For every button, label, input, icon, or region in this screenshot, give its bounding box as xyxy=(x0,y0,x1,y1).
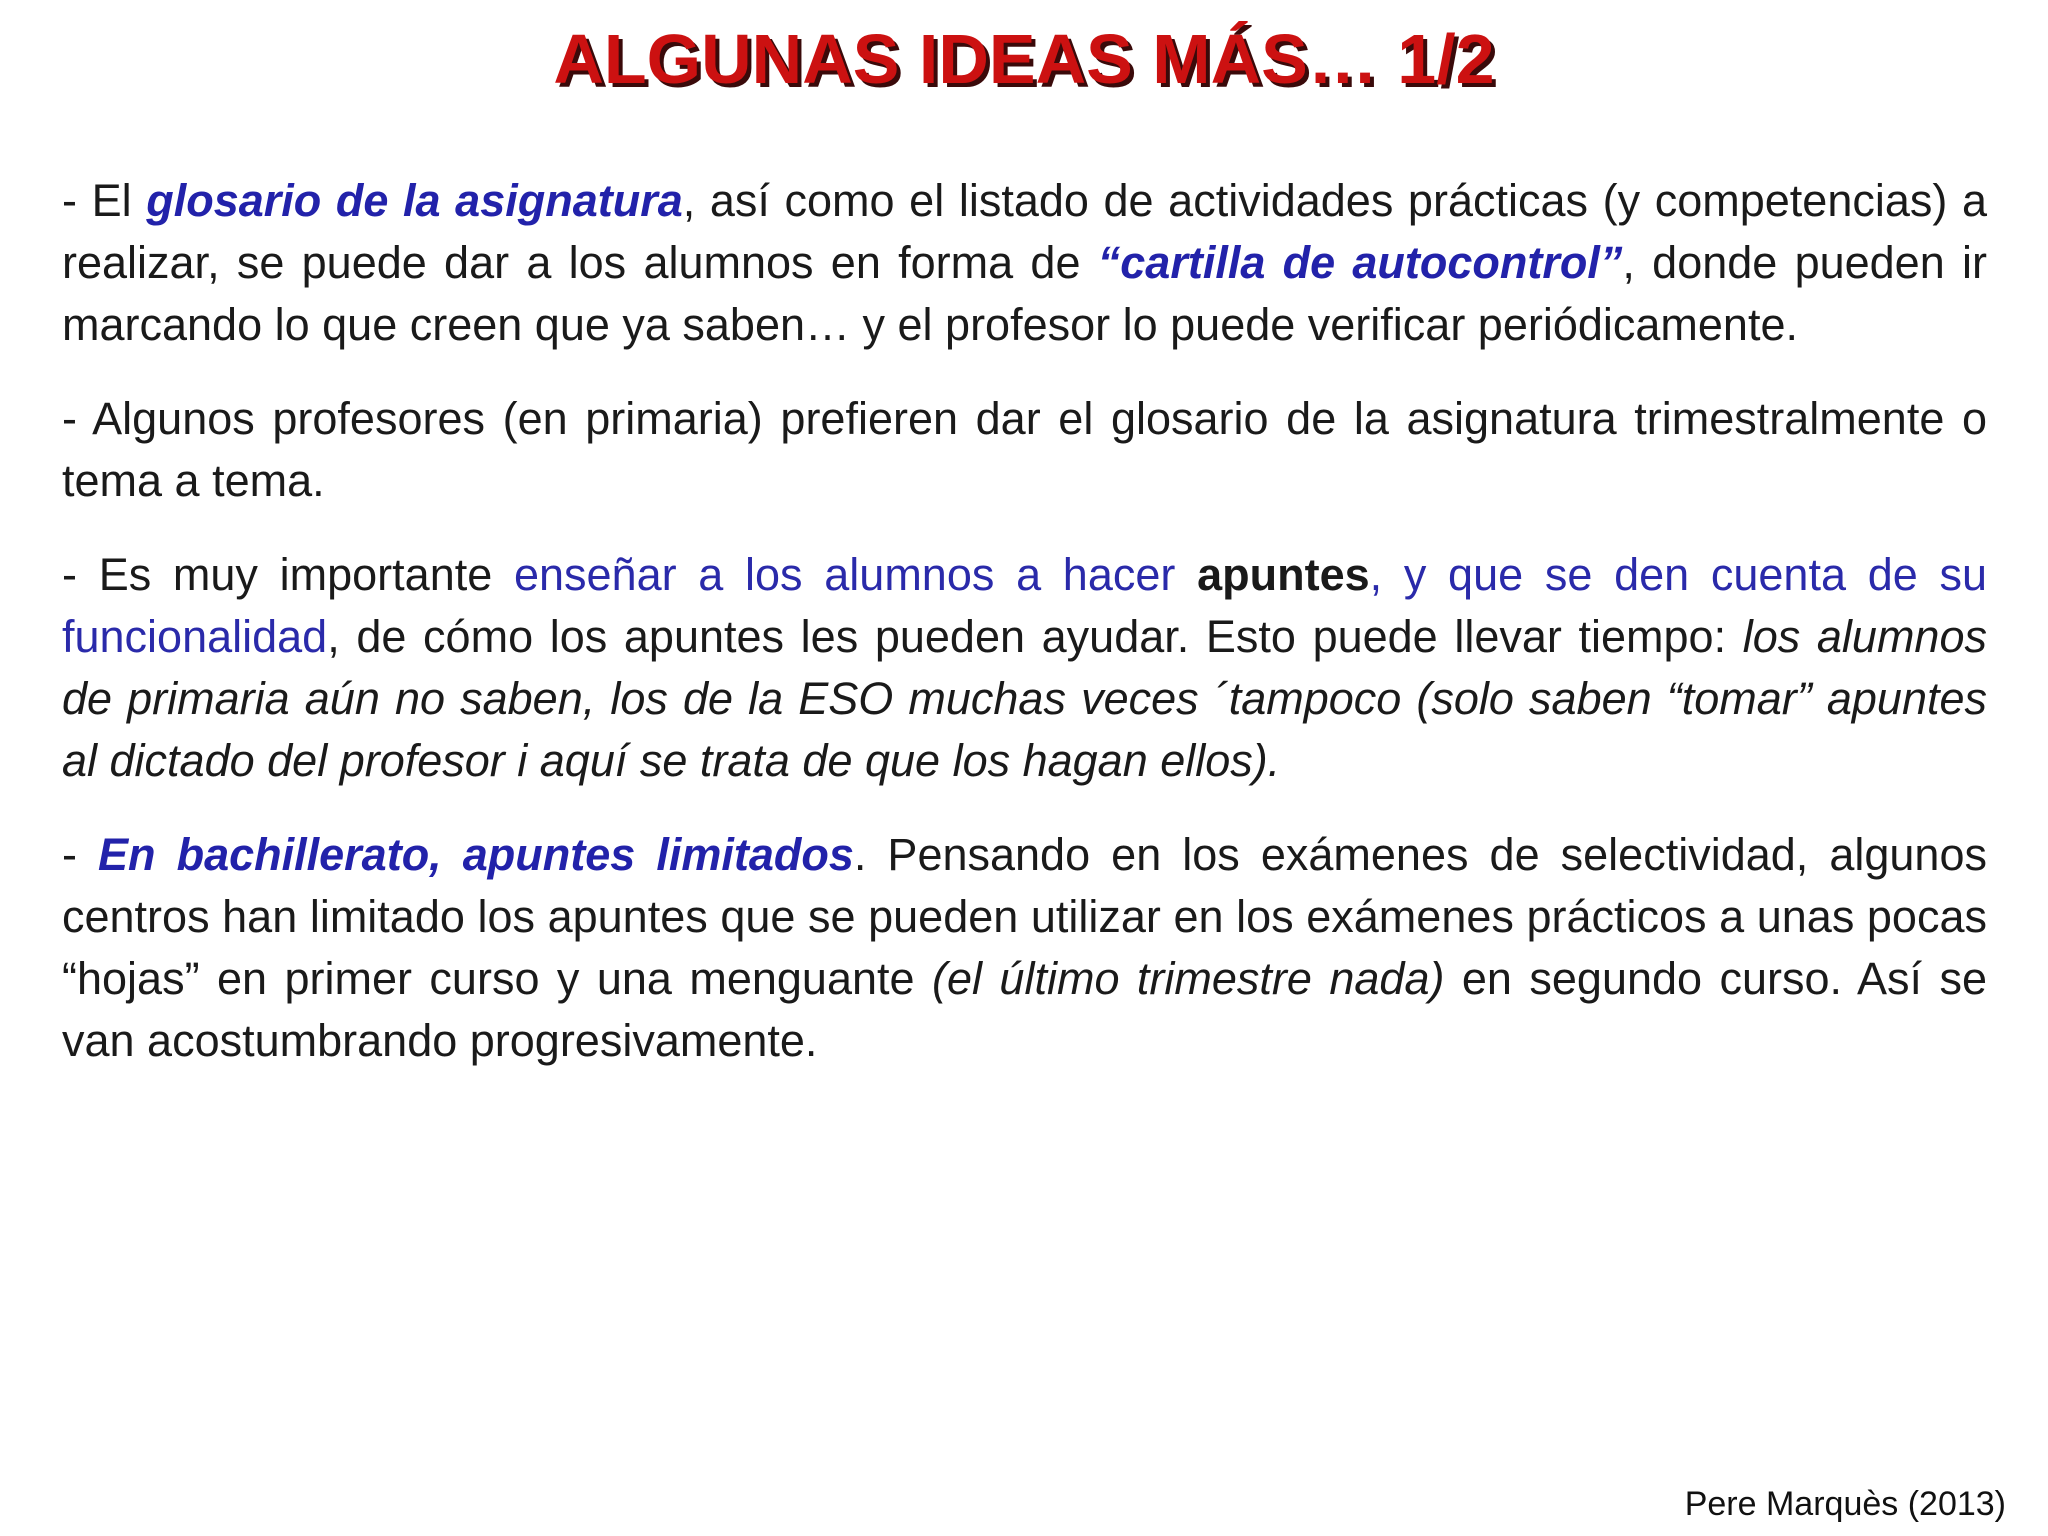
paragraph-profesores xyxy=(62,388,1987,512)
italic-trimestre: (el último trimestre nada) xyxy=(931,953,1445,1004)
italic-primaria: los alumnos de primaria aún no saben, los de la ESO muchas veces ´tampoco (solo saben “tomar” apuntes al dictado del profesor i aquí se trata de que los hagan ellos). xyxy=(62,611,1987,786)
text-run: - El xyxy=(62,175,147,226)
text-run: - Algunos profesores (en primaria) prefieren dar el glosario de la asignatura trimestralmente o tema a tema. xyxy=(62,393,1987,506)
paragraph-bachillerato xyxy=(62,824,1987,1072)
text-run: en segundo curso. Así se van acostumbrando progresivamente. xyxy=(62,953,1987,1066)
paragraph-glosario xyxy=(62,170,1987,356)
slide-title: ALGUNAS IDEAS MÁS… 1/2 xyxy=(553,20,1495,98)
highlight-cartilla: “cartilla de autocontrol” xyxy=(1097,237,1623,288)
text-run: , de cómo los apuntes les pueden ayudar. Esto puede llevar tiempo: xyxy=(327,611,1743,662)
text-run: - xyxy=(62,829,99,880)
highlight-bachillerato: En bachillerato, apuntes limitados xyxy=(98,829,854,880)
slide-body xyxy=(62,170,1987,1104)
text-run: . Pensando en los exámenes de selectividad, algunos centros han limitado los apuntes que se pueden utilizar en los exámenes prácticos a unas pocas “hojas” en primer curso y una menguante xyxy=(62,829,1987,1004)
bold-apuntes: apuntes xyxy=(1197,549,1370,600)
slide-footer-credit: Pere Marquès (2013) xyxy=(1684,1485,2006,1523)
paragraph-apuntes xyxy=(62,544,1987,792)
text-run: , donde pueden ir marcando lo que creen que ya saben… y el profesor lo puede verificar periódicamente. xyxy=(62,237,1987,350)
highlight-funcionalidad: , y que se den cuenta de su funcionalidad xyxy=(62,549,1987,662)
highlight-ensenar: enseñar a los alumnos a hacer xyxy=(513,549,1198,600)
text-run: - Es muy importante xyxy=(62,549,514,600)
highlight-glosario: glosario de la asignatura xyxy=(146,175,683,226)
text-run: , así como el listado de actividades prácticas (y competencias) a realizar, se puede dar a los alumnos en forma de xyxy=(62,175,1987,288)
